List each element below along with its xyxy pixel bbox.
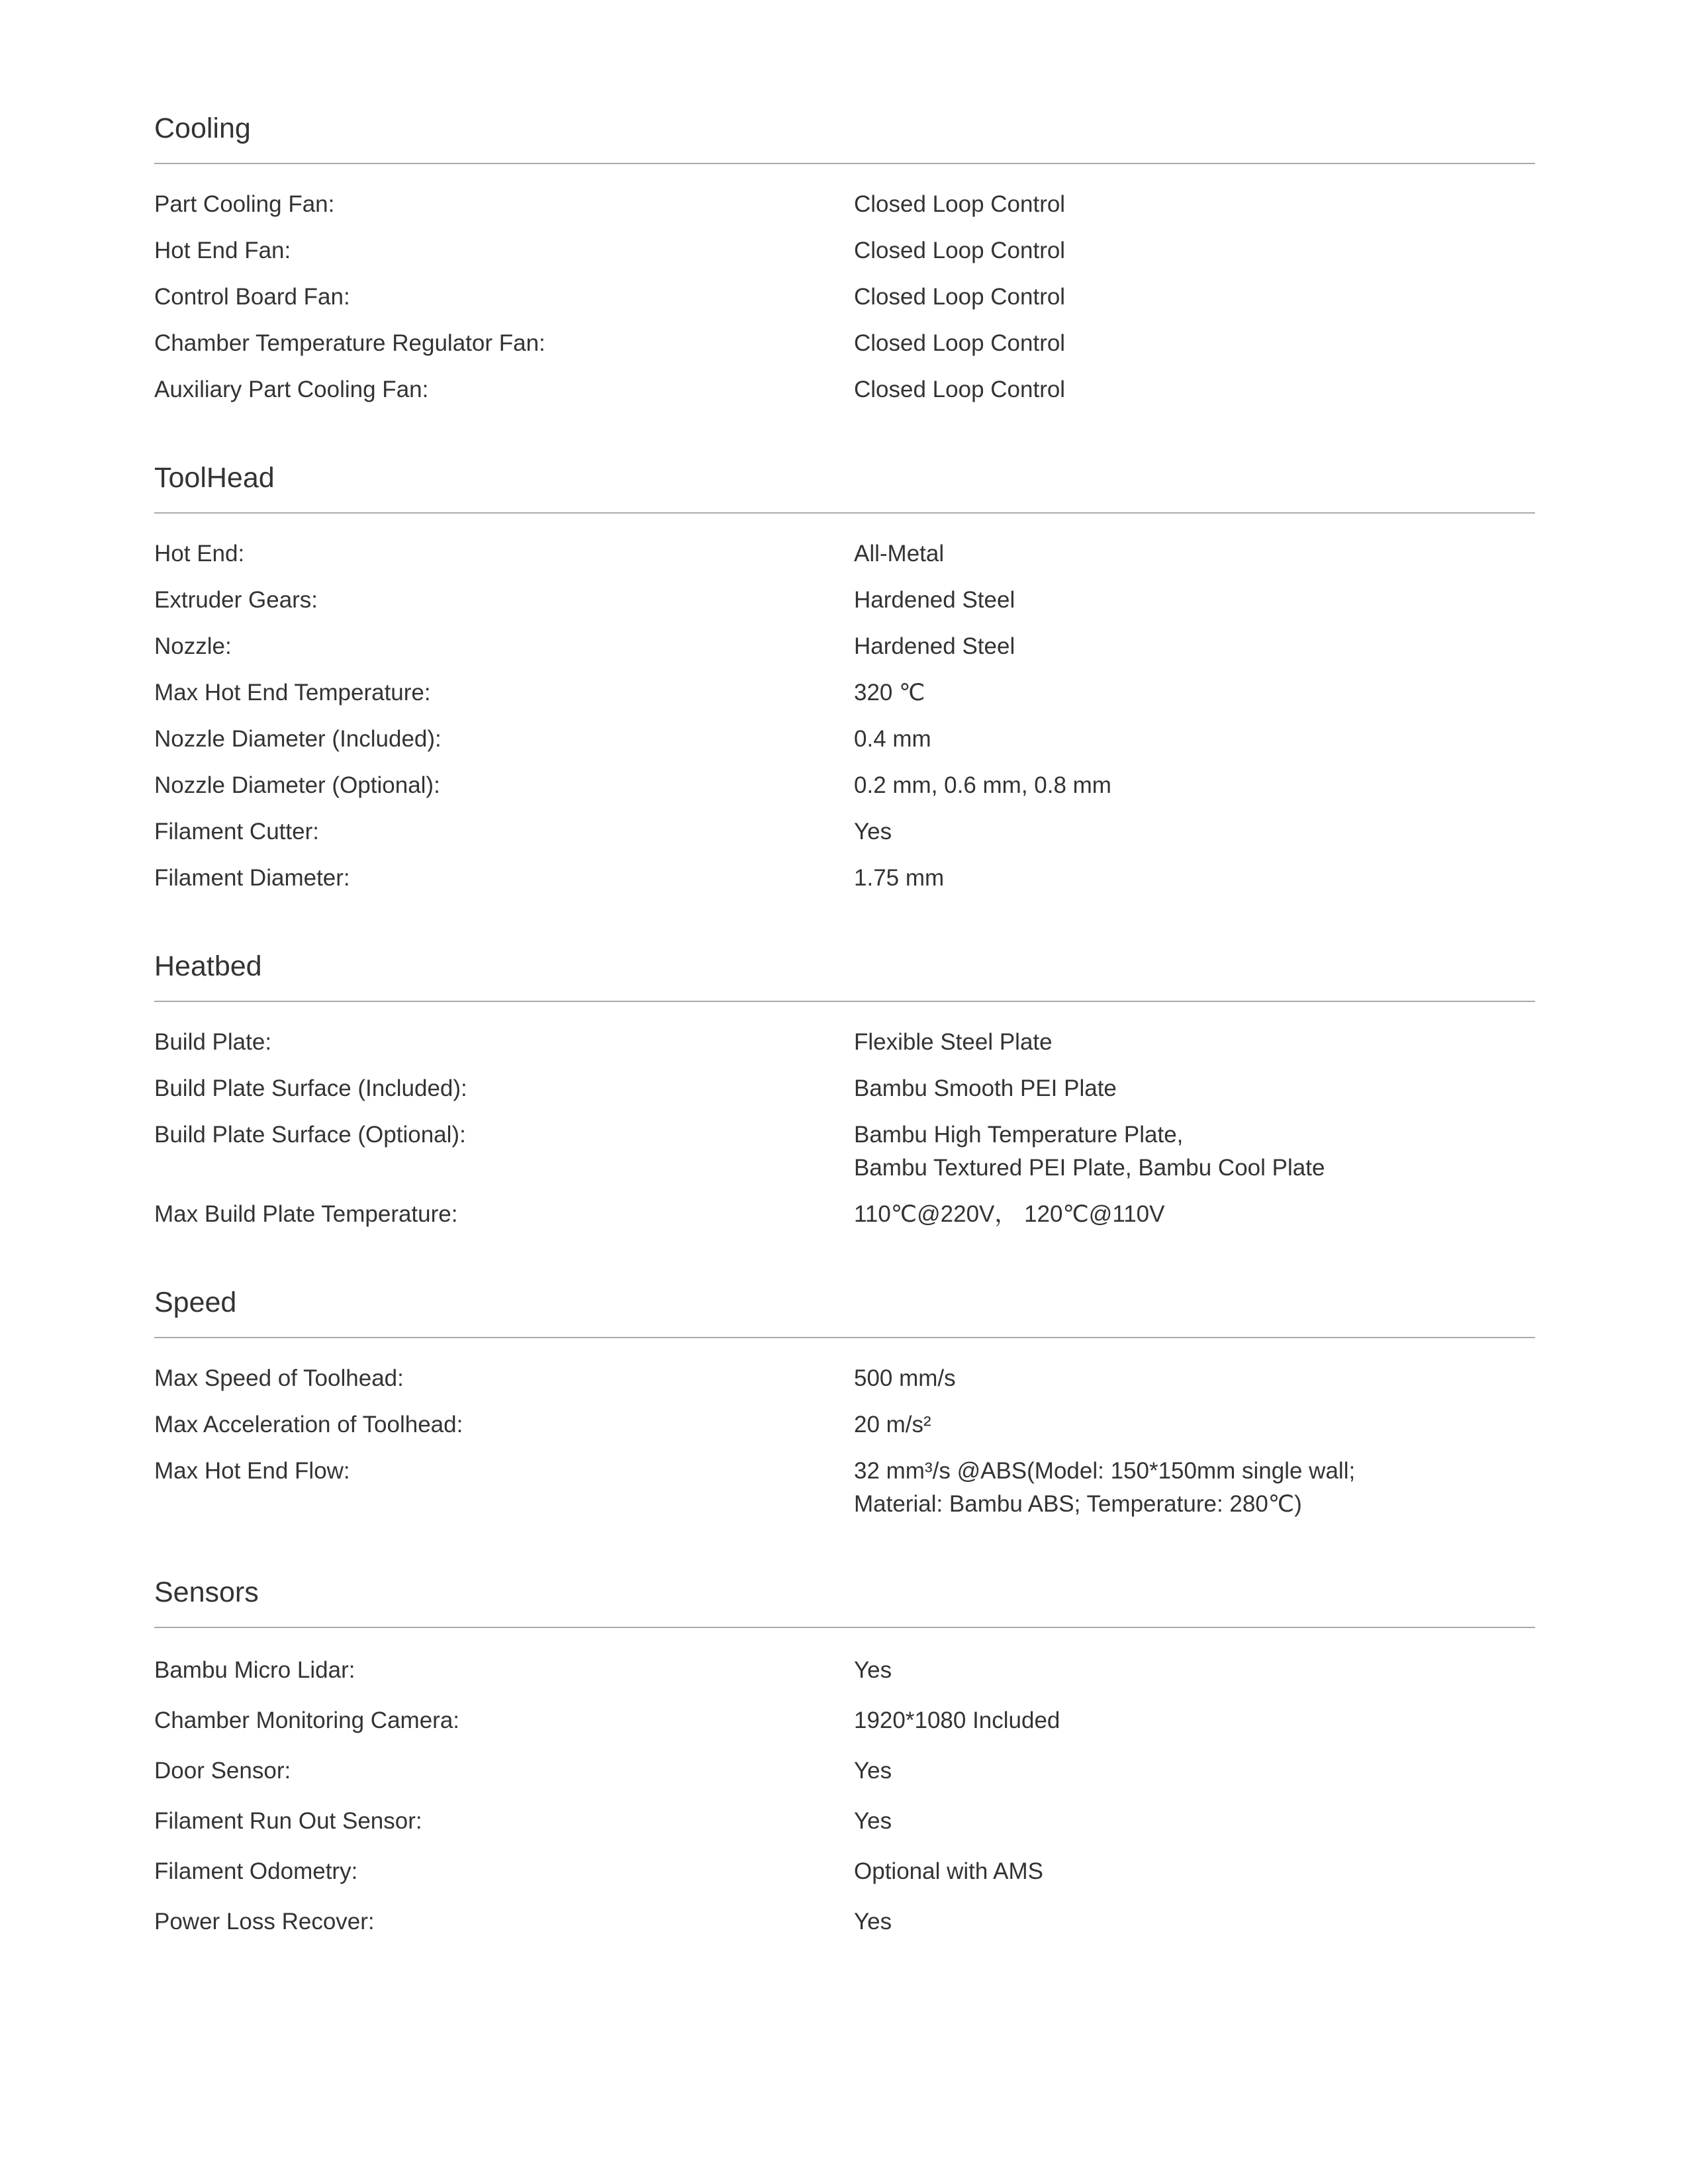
- spec-label: Extruder Gears:: [154, 587, 318, 613]
- section-divider: [154, 1001, 1535, 1002]
- spec-label: Max Hot End Temperature:: [154, 680, 431, 705]
- spec-value: 320 ℃: [854, 680, 925, 705]
- spec-row: [154, 1191, 1535, 1238]
- spec-row: [154, 1019, 1535, 1066]
- spec-value: Flexible Steel Plate: [854, 1029, 1053, 1055]
- section-toolhead: [154, 459, 1535, 901]
- section-divider: [154, 163, 1535, 164]
- section-speed: [154, 1284, 1535, 1527]
- spec-row: [154, 623, 1535, 670]
- spec-value: Closed Loop Control: [854, 191, 1066, 217]
- spec-value: 500 mm/s: [854, 1365, 956, 1391]
- spec-label: Max Speed of Toolhead:: [154, 1365, 404, 1391]
- spec-label: Build Plate Surface (Optional):: [154, 1122, 466, 1148]
- spec-row: [154, 855, 1535, 901]
- spec-row: [154, 1897, 1535, 1947]
- section-title: Sensors: [154, 1576, 259, 1608]
- spec-label: Max Acceleration of Toolhead:: [154, 1412, 463, 1437]
- spec-label: Chamber Monitoring Camera:: [154, 1707, 460, 1733]
- spec-label: Chamber Temperature Regulator Fan:: [154, 330, 545, 356]
- spec-row: [154, 1645, 1535, 1696]
- section-divider: [154, 1337, 1535, 1338]
- spec-label: Part Cooling Fan:: [154, 191, 335, 217]
- spec-label: Hot End:: [154, 541, 245, 567]
- spec-row: [154, 762, 1535, 809]
- spec-value: 1920*1080 Included: [854, 1707, 1060, 1733]
- spec-label: Filament Diameter:: [154, 865, 350, 891]
- spec-label: Nozzle Diameter (Optional):: [154, 772, 440, 798]
- section-title: Heatbed: [154, 950, 262, 982]
- section-divider: [154, 512, 1535, 514]
- spec-sheet: [154, 110, 1535, 1993]
- spec-label: Max Build Plate Temperature:: [154, 1201, 458, 1227]
- spec-value: 0.4 mm: [854, 726, 931, 752]
- spec-value: Bambu High Temperature Plate, Bambu Textured PEI Plate, Bambu Cool Plate: [854, 1122, 1325, 1181]
- section-divider: [154, 1627, 1535, 1628]
- spec-label: Nozzle Diameter (Included):: [154, 726, 442, 752]
- spec-label: Nozzle:: [154, 633, 232, 659]
- spec-label: Control Board Fan:: [154, 284, 350, 310]
- spec-row: [154, 367, 1535, 413]
- spec-label: Filament Run Out Sensor:: [154, 1808, 422, 1834]
- spec-value: Closed Loop Control: [854, 284, 1066, 310]
- spec-label: Filament Cutter:: [154, 819, 319, 844]
- spec-row: [154, 1402, 1535, 1448]
- spec-label: Bambu Micro Lidar:: [154, 1657, 355, 1683]
- spec-value: Bambu Smooth PEI Plate: [854, 1075, 1117, 1101]
- spec-row: [154, 228, 1535, 274]
- section-heatbed: [154, 948, 1535, 1238]
- spec-value: Optional with AMS: [854, 1858, 1043, 1884]
- spec-value: Closed Loop Control: [854, 238, 1066, 263]
- spec-value: Yes: [854, 1657, 892, 1683]
- spec-label: Build Plate Surface (Included):: [154, 1075, 467, 1101]
- spec-row: [154, 274, 1535, 320]
- spec-row: [154, 1796, 1535, 1846]
- spec-row: [154, 809, 1535, 855]
- spec-value: 110℃@220V， 120℃@110V: [854, 1201, 1165, 1227]
- spec-label: Build Plate:: [154, 1029, 272, 1055]
- spec-row: [154, 1448, 1535, 1527]
- spec-value: 32 mm³/s @ABS(Model: 150*150mm single wall; Material: Bambu ABS; Temperature: 280℃): [854, 1458, 1356, 1517]
- spec-row: [154, 1746, 1535, 1796]
- spec-label: Max Hot End Flow:: [154, 1458, 350, 1484]
- spec-value: Closed Loop Control: [854, 330, 1066, 356]
- section-sensors: [154, 1574, 1535, 1947]
- spec-label: Filament Odometry:: [154, 1858, 358, 1884]
- spec-row: [154, 1066, 1535, 1112]
- spec-row: [154, 577, 1535, 623]
- spec-value: Yes: [854, 819, 892, 844]
- spec-value: Yes: [854, 1909, 892, 1934]
- section-title: ToolHead: [154, 462, 275, 494]
- spec-value: All-Metal: [854, 541, 945, 567]
- section-cooling: [154, 110, 1535, 413]
- spec-row: [154, 1696, 1535, 1746]
- spec-row: [154, 531, 1535, 577]
- spec-row: [154, 1846, 1535, 1897]
- spec-value: Yes: [854, 1808, 892, 1834]
- spec-label: Hot End Fan:: [154, 238, 291, 263]
- section-title: Speed: [154, 1287, 237, 1318]
- spec-row: [154, 1355, 1535, 1402]
- spec-value: 20 m/s²: [854, 1412, 931, 1437]
- spec-row: [154, 320, 1535, 367]
- spec-value: Hardened Steel: [854, 587, 1015, 613]
- spec-value: Yes: [854, 1758, 892, 1784]
- spec-row: [154, 670, 1535, 716]
- spec-value: 0.2 mm, 0.6 mm, 0.8 mm: [854, 772, 1111, 798]
- section-title: Cooling: [154, 113, 251, 144]
- spec-row: [154, 716, 1535, 762]
- spec-value: Hardened Steel: [854, 633, 1015, 659]
- spec-value: 1.75 mm: [854, 865, 945, 891]
- spec-row: [154, 1112, 1535, 1191]
- spec-row: [154, 181, 1535, 228]
- spec-label: Power Loss Recover:: [154, 1909, 375, 1934]
- spec-value: Closed Loop Control: [854, 377, 1066, 402]
- spec-label: Door Sensor:: [154, 1758, 291, 1784]
- spec-label: Auxiliary Part Cooling Fan:: [154, 377, 429, 402]
